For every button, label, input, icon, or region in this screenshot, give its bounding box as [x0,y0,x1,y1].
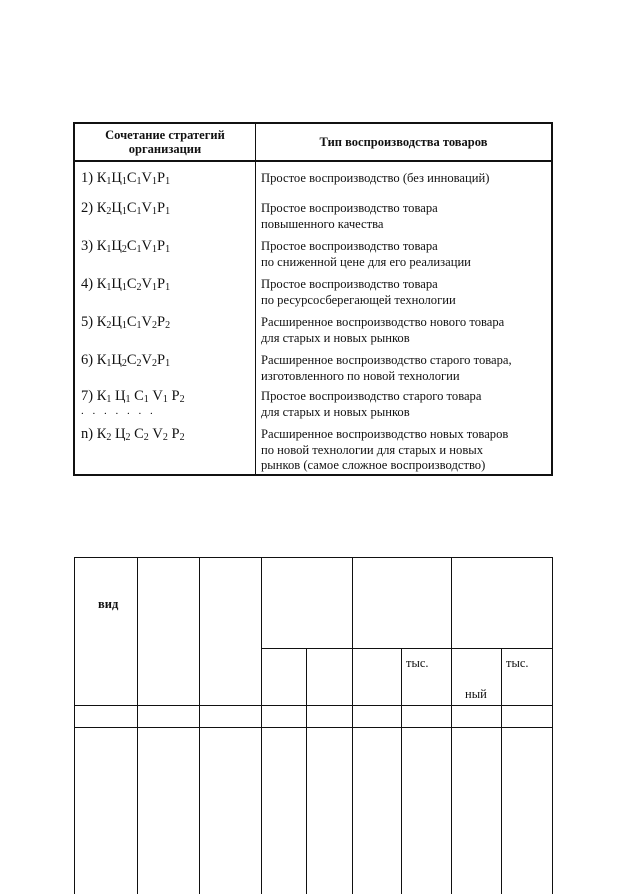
table-header [75,124,551,162]
code-letter: Ц [111,200,122,216]
header-left-line-1: Сочетание стратегий [105,128,225,142]
reproduction-description [261,427,547,474]
table-border-top [74,557,553,558]
description-line: Простое воспроизводство товара [261,239,438,253]
code-letter: V [141,238,153,254]
description-line: по ресурсосберегающей технологии [261,292,456,307]
code-index: 1 [121,176,127,187]
description-line: Простое воспроизводство товара [261,201,438,215]
code-index: 2 [106,206,112,217]
code-index: 1 [136,244,142,255]
code-letter: V [141,314,153,330]
code-index: 1 [106,176,112,187]
code-letter: P [157,352,166,368]
code-index: 2 [179,432,185,443]
code-index: 2 [121,358,127,369]
code-index: 1 [152,282,158,293]
col-divider [137,557,138,894]
description-line: Простое воспроизводство товара [261,277,438,291]
row-number: 6) [81,352,94,368]
code-index: 1 [106,358,112,369]
row-number: 5) [81,314,94,330]
header-thous-2: тыс. [506,656,529,670]
code-letter: Ц [111,170,122,186]
row-line [74,727,553,728]
code-letter: Ц [115,426,126,442]
code-letter: К [96,314,107,330]
code-index: 2 [165,320,171,331]
description-line: по новой технологии для старых и новых [261,442,484,457]
strategy-code [81,426,251,442]
code-letter: Ц [111,238,122,254]
code-index: 1 [152,176,158,187]
description-line: для старых и новых рынков [261,330,410,345]
code-letter: С [126,352,137,368]
code-letter: P [157,276,166,292]
reproduction-description [261,277,547,308]
code-index: 1 [165,244,171,255]
code-index: 1 [165,358,171,369]
code-letter: V [141,200,153,216]
code-index: 2 [121,244,127,255]
code-index: 1 [136,320,142,331]
header-strategy-combination [75,124,255,160]
reproduction-description [261,201,547,232]
code-letter: V [141,352,153,368]
description-line: повышенного качества [261,216,384,231]
code-letter: С [126,276,137,292]
code-letter: V [152,426,163,442]
row-number: 3) [81,238,94,254]
strategy-code [81,170,251,186]
strategy-code [81,238,251,254]
strategy-code [81,276,251,292]
code-index: 1 [106,282,112,293]
description-line: для старых и новых рынков [261,404,410,419]
reproduction-description [261,353,547,384]
header-thous-1: тыс. [406,656,429,670]
code-index: 2 [125,432,131,443]
code-letter: К [96,238,107,254]
description-line: Расширенное воспроизводство новых товаров [261,427,509,441]
form-table [74,557,553,894]
code-letter: P [157,238,166,254]
description-line: Расширенное воспроизводство нового товара [261,315,505,329]
col-divider [261,557,262,894]
subheader-line [261,648,553,649]
code-letter: V [152,388,163,404]
code-index: 1 [165,206,171,217]
row-number: 1) [81,170,94,186]
code-index: 2 [152,320,158,331]
code-index: 1 [121,282,127,293]
code-index: 1 [106,244,112,255]
code-letter: P [157,170,166,186]
ellipsis-dots: . . . . . . . [81,405,156,417]
subcol-divider [306,648,307,894]
code-letter: С [126,238,137,254]
code-index: 1 [106,394,112,405]
strategy-code [81,200,251,216]
subcol-divider [501,648,502,894]
code-index: 1 [121,320,127,331]
code-index: 2 [152,358,158,369]
code-index: 1 [165,282,171,293]
code-letter: P [157,200,166,216]
code-letter: К [96,426,107,442]
header-reproduction-type: Тип воспроизводства товаров [319,135,488,149]
code-index: 1 [136,176,142,187]
reproduction-description [261,239,547,270]
reproduction-description [261,315,547,346]
col-divider [199,557,200,894]
row-line [74,705,553,706]
strategy-code [81,314,251,330]
description-line: рынков (самое сложное воспроизводство) [261,458,486,472]
code-letter: P [157,314,166,330]
code-letter: С [126,200,137,216]
code-index: 2 [136,282,142,293]
strategy-code [81,388,251,418]
table-border-left [74,557,75,894]
code-letter: Ц [111,314,122,330]
code-index: 1 [152,244,158,255]
table-border-right [552,557,553,894]
code-index: 1 [165,176,171,187]
code-letter: С [126,314,137,330]
description-line: изготовленного по новой технологии [261,368,460,383]
code-letter: V [141,170,153,186]
strategy-code [81,352,251,368]
code-letter: С [134,426,144,442]
row-number: 7) [81,388,94,404]
description-line: Расширенное воспроизводство старого товара, [261,353,512,367]
code-letter: К [96,200,107,216]
reproduction-description [261,171,547,187]
code-letter: V [141,276,153,292]
code-letter: P [171,388,180,404]
col-divider [451,557,452,894]
header-vid: вид [98,597,119,611]
code-letter: С [134,388,144,404]
code-letter: P [171,426,180,442]
row-number: 2) [81,200,94,216]
subcol-divider [401,648,402,894]
column-divider [255,124,256,474]
code-letter: К [96,352,107,368]
code-letter: Ц [115,388,126,404]
code-index: 2 [162,432,168,443]
code-letter: К [96,170,107,186]
code-letter: Ц [111,352,122,368]
strategy-table [73,122,553,476]
code-index: 2 [143,432,149,443]
header-left-line-2: организации [128,142,202,156]
code-index: 1 [162,394,168,405]
row-number: n) [81,426,94,442]
code-index: 2 [106,320,112,331]
code-index: 1 [121,206,127,217]
code-index: 2 [136,358,142,369]
description-line: Простое воспроизводство (без инноваций) [261,171,490,185]
code-index: 1 [152,206,158,217]
description-line: по сниженной цене для его реализации [261,254,471,269]
code-letter: К [96,276,107,292]
code-index: 1 [136,206,142,217]
col-divider [352,557,353,894]
code-index: 1 [143,394,149,405]
reproduction-description [261,389,547,420]
code-letter: Ц [111,276,122,292]
header-ending: ный [465,687,487,701]
code-letter: С [126,170,137,186]
code-index: 1 [125,394,131,405]
code-letter: К [96,388,107,404]
code-index: 2 [106,432,112,443]
row-number: 4) [81,276,94,292]
description-line: Простое воспроизводство старого товара [261,389,482,403]
code-index: 2 [179,394,185,405]
